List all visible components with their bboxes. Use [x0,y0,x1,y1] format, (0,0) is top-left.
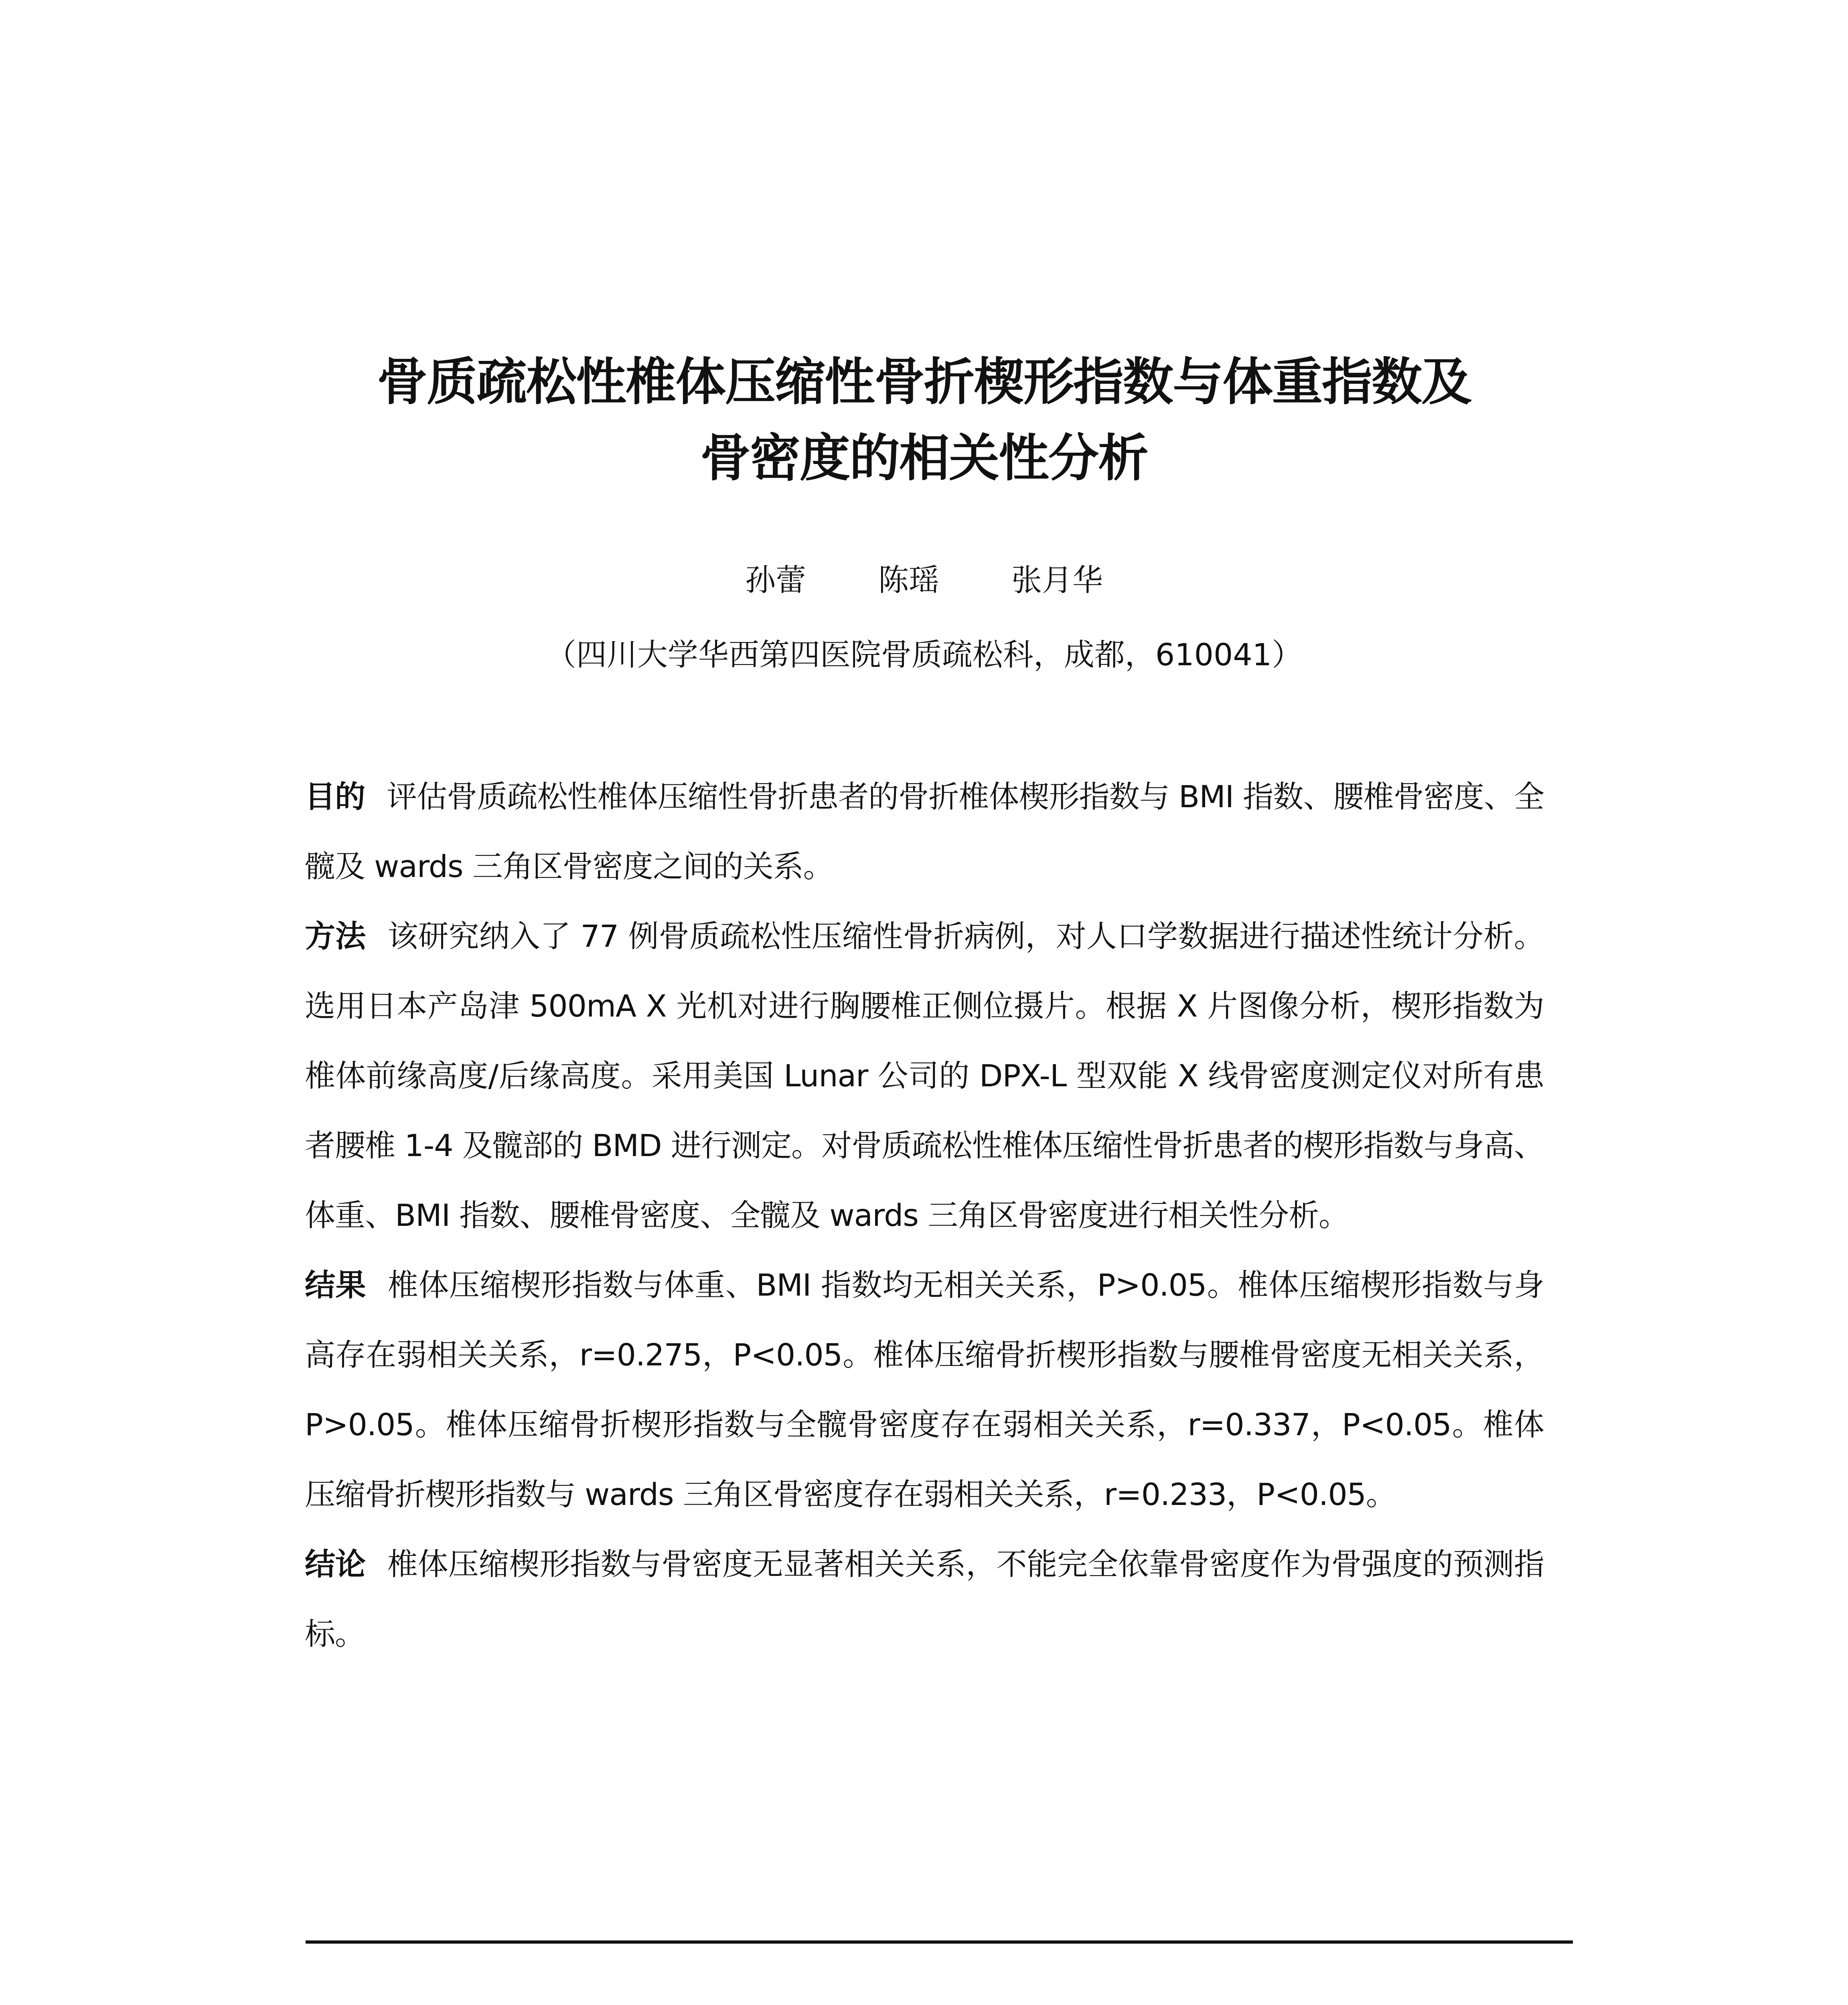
methods-label: 方法 [305,918,366,954]
results-label: 结果 [305,1267,367,1303]
author-name: 陈瑶 [878,562,939,598]
abstract-conclusion [305,1529,1544,1669]
abstract-methods [305,901,1544,1250]
author-list [0,558,1848,602]
abstract-results [305,1250,1544,1529]
author-name: 孙蕾 [745,562,806,598]
paper-title-line-2: 骨密度的相关性分析 [700,429,1148,488]
conclusion-label: 结论 [305,1546,366,1582]
results-text: 椎体压缩楔形指数与体重、BMI 指数均无相关关系，P>0.05。椎体压缩楔形指数与身高存在弱相关关系，r=0.275，P<0.05。椎体压缩骨折楔形指数与腰椎骨密度无相关关系，P>0.05。椎体压缩骨折楔形指数与全髋骨密度存在弱相关关系，r=0.337，P<0.05。椎体压缩骨折楔形指数与 wards 三角区骨密度存在弱相关关系，r=0.233，P<0.05。 [305,1267,1544,1512]
abstract [305,762,1544,1669]
footnote-divider [306,1940,1573,1944]
author-name: 张月华 [1011,562,1103,598]
objective-text: 评估骨质疏松性椎体压缩性骨折患者的骨折椎体楔形指数与 BMI 指数、腰椎骨密度、全髋及 wards 三角区骨密度之间的关系。 [305,779,1544,884]
conclusion-text: 椎体压缩楔形指数与骨密度无显著相关关系，不能完全依靠骨密度作为骨强度的预测指标。 [305,1546,1544,1652]
abstract-objective [305,762,1544,901]
paper-title-line-1: 骨质疏松性椎体压缩性骨折楔形指数与体重指数及 [377,352,1471,411]
objective-label: 目的 [305,779,365,814]
paper-title [0,344,1848,496]
methods-text: 该研究纳入了 77 例骨质疏松性压缩性骨折病例，对人口学数据进行描述性统计分析。选用日本产岛津 500mA X 光机对进行胸腰椎正侧位摄片。根据 X 片图像分析，楔形指数为椎体前缘高度/后缘高度。采用美国 Lunar 公司的 DPX-L 型双能 X 线骨密度测定仪对所有患者腰椎 1-4 及髋部的 BMD 进行测定。对骨质疏松性椎体压缩性骨折患者的楔形指数与身高、体重、BMI 指数、腰椎骨密度、全髋及 wards 三角区骨密度进行相关性分析。 [305,918,1544,1233]
author-affiliation: （四川大学华西第四医院骨质疏松科，成都，610041） [545,637,1303,672]
